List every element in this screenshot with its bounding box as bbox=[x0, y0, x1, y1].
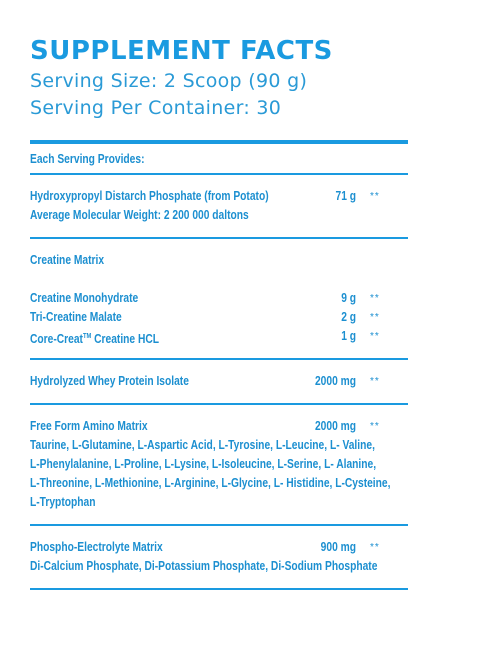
amino-list-text: Taurine, L-Glutamine, L-Aspartic Acid, L-Tyrosine, L-Leucine, L- Valine, bbox=[30, 438, 375, 452]
supplement-facts-table bbox=[30, 140, 408, 590]
provides-label: Each Serving Provides: bbox=[30, 152, 145, 166]
panel-title: SUPPLEMENT FACTS bbox=[30, 36, 333, 66]
daily-value: ** bbox=[370, 312, 380, 323]
ingredient-row bbox=[30, 327, 408, 346]
amino-list-text: L-Threonine, L-Methionine, L-Arginine, L-Glycine, L- Histidine, L-Cysteine, bbox=[30, 476, 391, 490]
section-heading-row bbox=[30, 251, 408, 270]
ingredient-note bbox=[30, 206, 408, 225]
ingredient-name: Free Form Amino Matrix bbox=[30, 419, 148, 433]
daily-value: ** bbox=[370, 376, 380, 387]
ingredient-amount: 1 g bbox=[341, 329, 356, 343]
ingredient-name: Creatine Monohydrate bbox=[30, 291, 139, 305]
ingredient-name: Hydroxypropyl Distarch Phosphate (from Potato) bbox=[30, 189, 269, 203]
ingredient-list-line bbox=[30, 557, 408, 576]
ingredient-name-prefix: Core-Creat bbox=[30, 332, 83, 347]
amino-list-text: L-Tryptophan bbox=[30, 495, 96, 509]
ingredient-row bbox=[30, 417, 408, 436]
ingredient-row bbox=[30, 187, 408, 206]
ingredient-list-line bbox=[30, 493, 408, 512]
daily-value: ** bbox=[370, 542, 380, 553]
ingredient-amount: 2000 mg bbox=[314, 419, 356, 433]
ingredient-row bbox=[30, 538, 408, 557]
provides-row bbox=[30, 150, 408, 169]
ingredient-row bbox=[30, 289, 408, 308]
ingredient-list-line bbox=[30, 474, 408, 493]
ingredient-amount: 2000 mg bbox=[314, 374, 356, 388]
electrolyte-list-text: Di-Calcium Phosphate, Di-Potassium Phosphate, Di-Sodium Phosphate bbox=[30, 559, 378, 573]
trademark-mark: TM bbox=[82, 333, 92, 340]
ingredient-amount: 9 g bbox=[341, 291, 356, 305]
servings-per-container: Serving Per Container: 30 bbox=[30, 97, 282, 119]
ingredient-amount: 71 g bbox=[335, 189, 356, 203]
daily-value: ** bbox=[370, 421, 380, 432]
ingredient-name: Phospho-Electrolyte Matrix bbox=[30, 540, 163, 554]
ingredient-name: Hydrolyzed Whey Protein Isolate bbox=[30, 374, 189, 388]
ingredient-list-line bbox=[30, 455, 408, 474]
daily-value: ** bbox=[370, 191, 380, 202]
bottom-rule bbox=[30, 588, 408, 590]
ingredient-amount: 900 mg bbox=[320, 540, 356, 554]
daily-value: ** bbox=[370, 293, 380, 304]
amino-list-text: L-Phenylalanine, L-Proline, L-Lysine, L-Isoleucine, L-Serine, L- Alanine, bbox=[30, 457, 377, 471]
ingredient-amount: 2 g bbox=[341, 310, 356, 324]
daily-value: ** bbox=[370, 331, 380, 342]
serving-size: Serving Size: 2 Scoop (90 g) bbox=[30, 70, 308, 92]
molecular-weight-note: Average Molecular Weight: 2 200 000 daltons bbox=[30, 208, 249, 222]
ingredient-row bbox=[30, 372, 408, 391]
creatine-matrix-heading: Creatine Matrix bbox=[30, 253, 105, 267]
ingredient-list-line bbox=[30, 436, 408, 455]
ingredient-name-suffix: Creatine HCL bbox=[91, 332, 160, 347]
ingredient-row bbox=[30, 308, 408, 327]
ingredient-name: Tri-Creatine Malate bbox=[30, 310, 122, 324]
